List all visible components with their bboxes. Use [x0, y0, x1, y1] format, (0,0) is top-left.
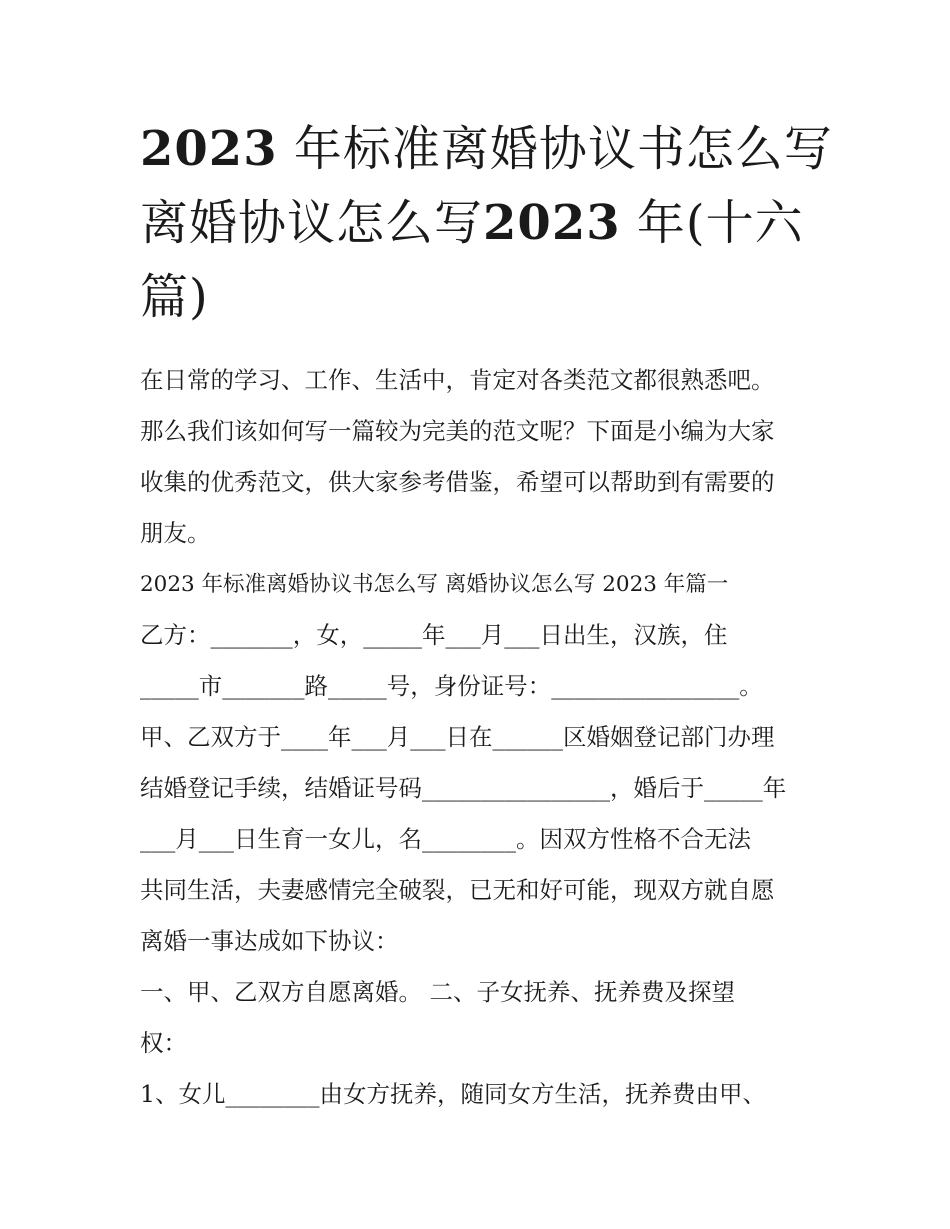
body-line: ___月___日生育一女儿，名________。因双方性格不合无法 [140, 825, 751, 853]
title-year: 2023 [483, 195, 621, 251]
body-line: 权： [140, 1029, 187, 1057]
document-title [140, 112, 833, 334]
body-line: _____市_______路_____号，身份证号：________________。 [140, 672, 763, 700]
title-line-2 [140, 186, 820, 260]
title-year: 2023 [140, 121, 278, 177]
title-text: 年(十六 [636, 195, 804, 251]
title-text: 篇) [140, 269, 209, 325]
title-line-3 [140, 260, 820, 334]
body-line: 乙方：_______，女，_____年___月___日出生，汉族，住 [140, 621, 728, 649]
body-line: 一、甲、乙双方自愿离婚。 二、子女抚养、抚养费及探望 [140, 978, 735, 1006]
body-line: 那么我们该如何写一篇较为完美的范文呢？下面是小编为大家 [140, 417, 775, 445]
title-line-1 [140, 112, 833, 186]
body-line: 甲、乙双方于____年___月___日在______区婚姻登记部门办理 [140, 723, 775, 751]
document-body [140, 355, 820, 1120]
body-line: 结婚登记手续，结婚证号码________________，婚后于_____年 [140, 774, 787, 802]
section-heading: 2023 年标准离婚协议书怎么写 离婚协议怎么写 2023 年篇一 [140, 572, 729, 597]
body-line: 1、女儿________由女方抚养，随同女方生活，抚养费由甲、 [140, 1080, 766, 1108]
body-line: 在日常的学习、工作、生活中，肯定对各类范文都很熟悉吧。 [140, 366, 775, 394]
body-line: 收集的优秀范文，供大家参考借鉴，希望可以帮助到有需要的 [140, 468, 775, 496]
body-line: 朋友。 [140, 519, 211, 547]
body-line: 离婚一事达成如下协议： [140, 927, 399, 955]
title-text: 离婚协议怎么写 [140, 195, 484, 251]
body-line: 共同生活，夫妻感情完全破裂，已无和好可能，现双方就自愿 [140, 876, 775, 904]
title-text: 年标准离婚协议书怎么写 [293, 121, 833, 177]
